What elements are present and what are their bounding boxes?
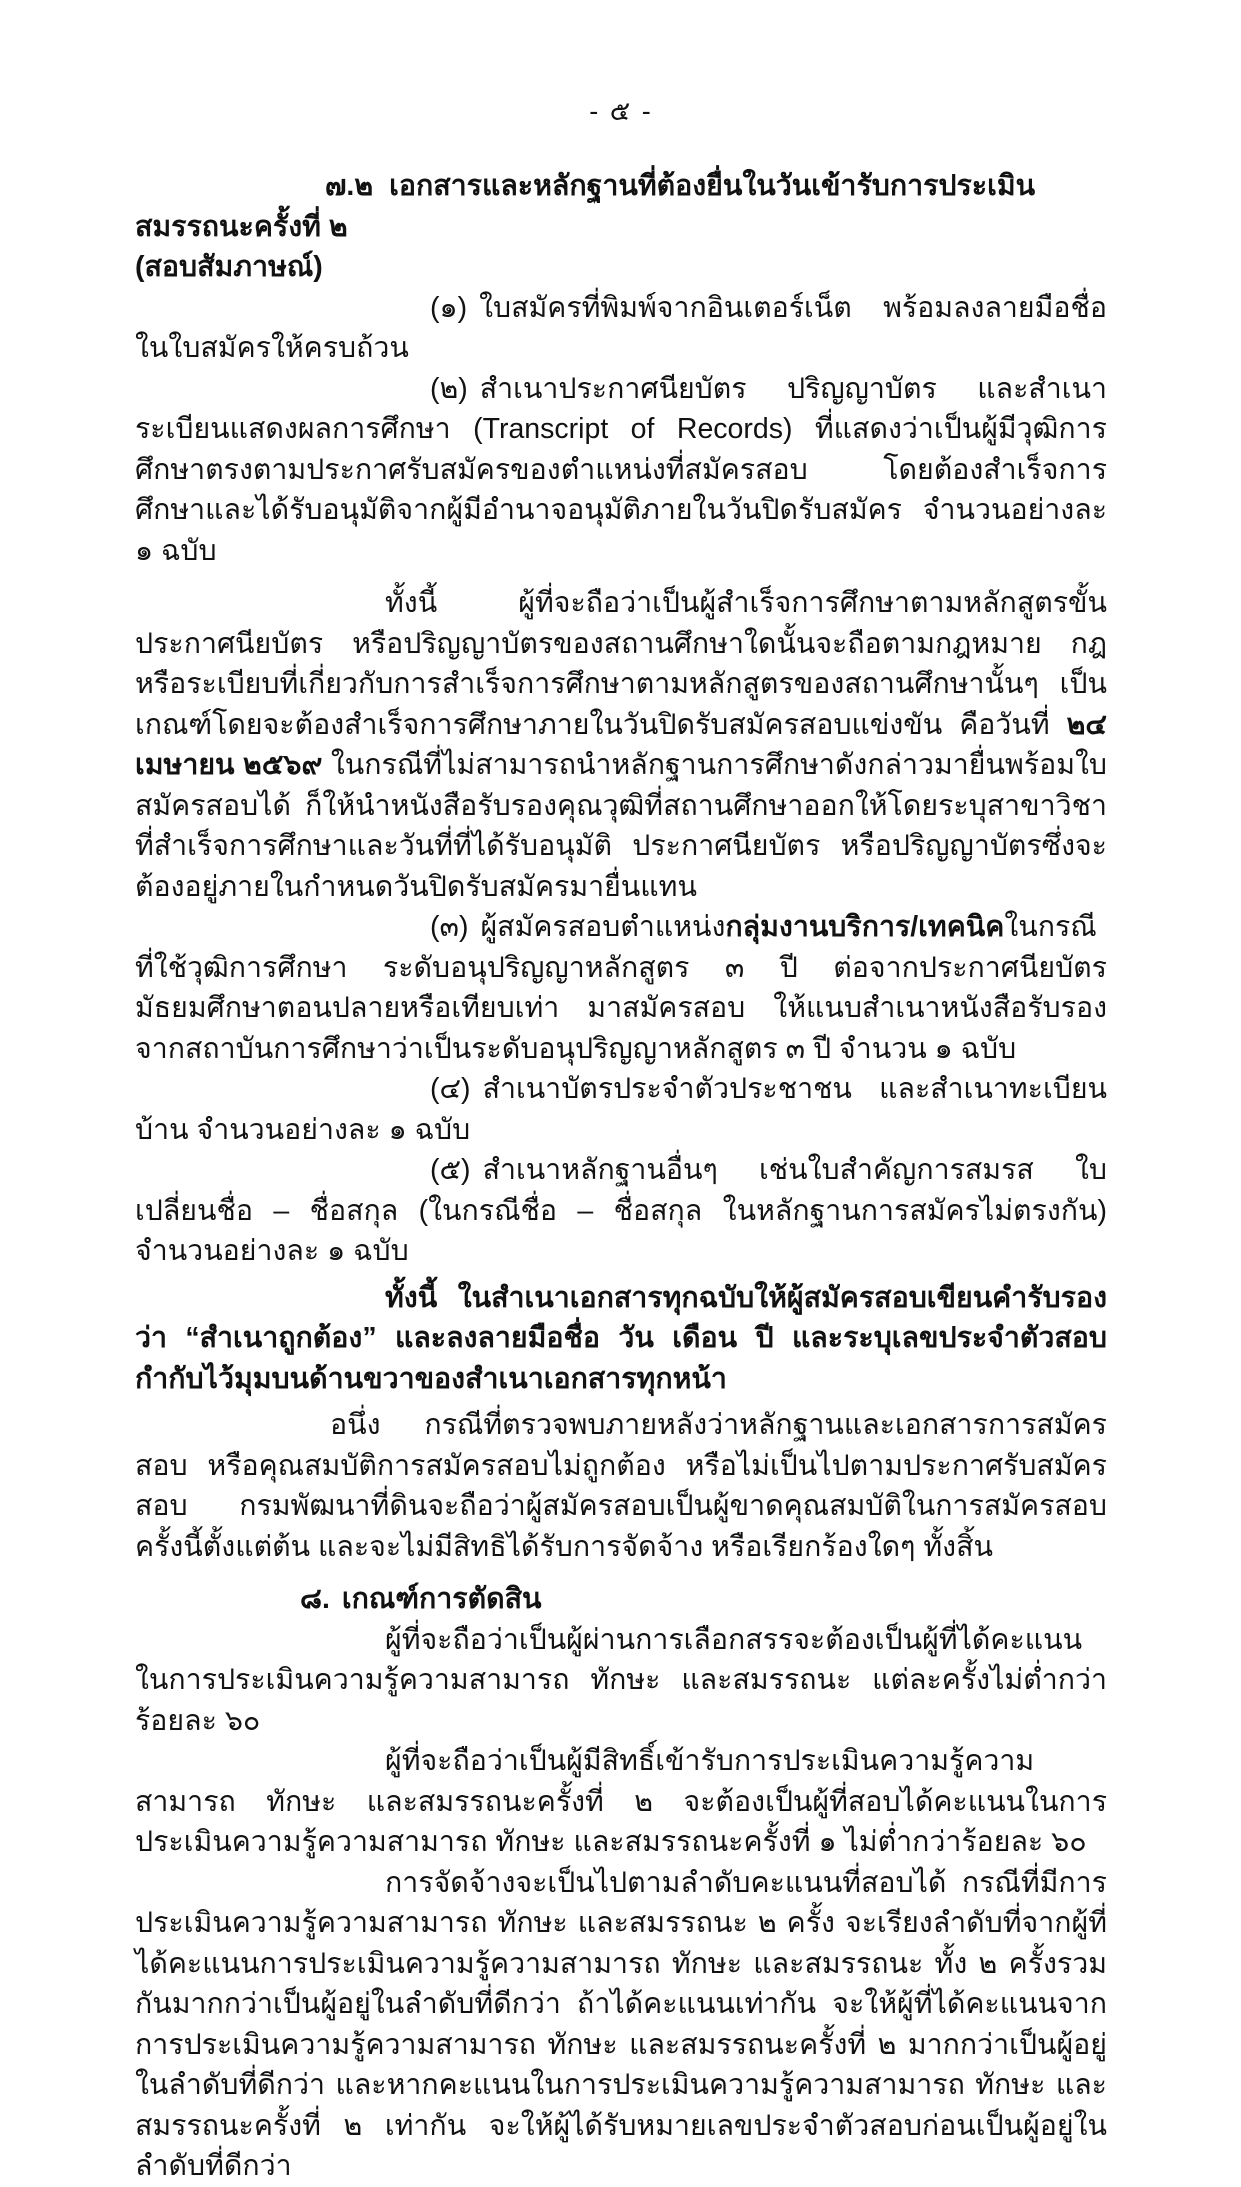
note-graduation-part2: ในกรณีที่ไม่สามารถนำหลักฐานการศึกษาดังกล่าวมายื่นพร้อมใบสมัครสอบได้ ก็ให้นำหนังสือรับรองคุณวุฒิที่สถานศึกษาออกให้โดยระบุสาขาวิชาที่สำเร็จการศึกษาและวันที่ที่ได้รับอนุมัติ ประกาศนียบัตร หรือปริญญาบัตรซึ่งจะต้องอยู่ภายในกำหนดวันปิดรับสมัครมายื่นแทน xyxy=(135,749,1107,903)
note-certified-copy: ทั้งนี้ ในสำเนาเอกสารทุกฉบับให้ผู้สมัครสอบเขียนคำรับรองว่า “สำเนาถูกต้อง” และลงลายมือชื่อ วัน เดือน ปี และระบุเลขประจำตัวสอบกำกับไว้มุมบนด้านขวาของสำเนาเอกสารทุกหน้า xyxy=(135,1281,1107,1395)
item-2-text: สำเนาประกาศนียบัตร ปริญญาบัตร และสำเนาระเบียนแสดงผลการศึกษา (Transcript of Records) ที่แสดงว่าเป็นผู้มีวุฒิการศึกษาตรงตามประกาศรับสมัครของตำแหน่งที่สมัครสอบ โดยต้องสำเร็จการศึกษาและได้รับอนุมัติจากผู้มีอำนาจอนุมัติภายในวันปิดรับสมัคร จำนวนอย่างละ ๑ ฉบับ xyxy=(135,372,1107,567)
closing-date: ๒๔ เมษายน ๒๕๖๙ xyxy=(135,708,1107,781)
item-3-lead: ผู้สมัครสอบตำแหน่ง xyxy=(480,911,726,943)
section-8-number: ๘. xyxy=(300,1583,330,1615)
list-item-3 xyxy=(135,907,1107,1069)
note-disqualification: อนึ่ง กรณีที่ตรวจพบภายหลังว่าหลักฐานและเอกสารการสมัครสอบ หรือคุณสมบัติการสมัครสอบไม่ถูกต้อง หรือไม่เป็นไปตามประกาศรับสมัครสอบ กรมพัฒนาที่ดินจะถือว่าผู้สมัครสอบเป็นผู้ขาดคุณสมบัติในการสมัครสอบครั้งนี้ตั้งแต่ต้น และจะไม่มีสิทธิได้รับการจัดจ้าง หรือเรียกร้องใดๆ ทั้งสิ้น xyxy=(135,1409,1107,1563)
item-5-number: (๕) xyxy=(430,1154,471,1186)
list-item-4 xyxy=(135,1069,1107,1150)
list-item-5 xyxy=(135,1150,1107,1272)
note-graduation-part1: ทั้งนี้ ผู้ที่จะถือว่าเป็นผู้สำเร็จการศึกษาตามหลักสูตรขั้นประกาศนียบัตร หรือปริญญาบัตรของสถานศึกษาใดนั้นจะถือตามกฎหมาย กฎหรือระเบียบที่เกี่ยวกับการสำเร็จการศึกษาตามหลักสูตรของสถานศึกษานั้นๆ เป็นเกณฑ์โดยจะต้องสำเร็จการศึกษาภายในวันปิดรับสมัครสอบแข่งขัน คือวันที่ xyxy=(135,587,1107,741)
item-1-number: (๑) xyxy=(430,291,468,324)
section-7-2-number: ๗.๒ xyxy=(325,170,374,202)
page-number: - ๕ - xyxy=(589,96,653,126)
section-8-title: เกณฑ์การตัดสิน xyxy=(341,1583,542,1615)
item-2-number: (๒) xyxy=(430,372,468,405)
section-7-2-heading xyxy=(135,166,1107,288)
item-4-number: (๔) xyxy=(430,1073,471,1105)
section-8-para-2: ผู้ที่จะถือว่าเป็นผู้มีสิทธิ์เข้ารับการประเมินความรู้ความสามารถ ทักษะ และสมรรถนะครั้งที่ ๒ จะต้องเป็นผู้ที่สอบได้คะแนนในการประเมินความรู้ความสามารถ ทักษะ และสมรรถนะครั้งที่ ๑ ไม่ต่ำกว่าร้อยละ ๖๐ xyxy=(135,1745,1107,1858)
item-1-text: ใบสมัครที่พิมพ์จากอินเตอร์เน็ต พร้อมลงลายมือชื่อในใบสมัครให้ครบถ้วน xyxy=(135,291,1107,364)
section-8-para-1: ผู้ที่จะถือว่าเป็นผู้ผ่านการเลือกสรรจะต้องเป็นผู้ที่ได้คะแนนในการประเมินความรู้ความสามารถ ทักษะ และสมรรถนะ แต่ละครั้งไม่ต่ำกว่าร้อยละ ๖๐ xyxy=(135,1623,1107,1737)
list-item-2 xyxy=(135,369,1107,572)
list-item-1 xyxy=(135,288,1107,369)
section-7-2-title: เอกสารและหลักฐานที่ต้องยื่นในวันเข้ารับการประเมินสมรรถนะครั้งที่ ๒ xyxy=(135,170,1036,243)
item-4-text: สำเนาบัตรประจำตัวประชาชน และสำเนาทะเบียนบ้าน จำนวนอย่างละ ๑ ฉบับ xyxy=(135,1073,1107,1146)
note-graduation xyxy=(135,583,1107,907)
item-5-text: สำเนาหลักฐานอื่นๆ เช่นใบสำคัญการสมรส ใบเปลี่ยนชื่อ – ชื่อสกุล (ในกรณีชื่อ – ชื่อสกุล ในหลักฐานการสมัครไม่ตรงกัน) จำนวนอย่างละ ๑ ฉบับ xyxy=(135,1154,1107,1267)
section-8-para-3: การจัดจ้างจะเป็นไปตามลำดับคะแนนที่สอบได้ กรณีที่มีการประเมินความรู้ความสามารถ ทักษะ และสมรรถนะ ๒ ครั้ง จะเรียงลำดับที่จากผู้ที่ได้คะแนนการประเมินความรู้ความสามารถ ทักษะ และสมรรถนะ ทั้ง ๒ ครั้งรวมกันมากกว่าเป็นผู้อยู่ในลำดับที่ดีกว่า ถ้าได้คะแนนเท่ากัน จะให้ผู้ที่ได้คะแนนจากการประเมินความรู้ความสามารถ ทักษะ และสมรรถนะครั้งที่ ๒ มากกว่าเป็นผู้อยู่ในลำดับที่ดีกว่า และหากคะแนนในการประเมินความรู้ความสามารถ ทักษะ และสมรรถนะครั้งที่ ๒ เท่ากัน จะให้ผู้ได้รับหมายเลขประจำตัวสอบก่อนเป็นผู้อยู่ในลำดับที่ดีกว่า xyxy=(135,1866,1107,2182)
section-8-heading xyxy=(135,1579,1107,1620)
item-3-number: (๓) xyxy=(430,911,469,943)
document-content xyxy=(135,94,1107,2187)
item-3-bold-group: กลุ่มงานบริการ/เทคนิค xyxy=(725,911,1005,943)
item-3-rest: ในกรณีที่ใช้วุฒิการศึกษา ระดับอนุปริญญาหลักสูตร ๓ ปี ต่อจากประกาศนียบัตรมัธยมศึกษาตอนปลายหรือเทียบเท่า มาสมัครสอบ ให้แนบสำเนาหนังสือรับรองจากสถาบันการศึกษาว่าเป็นระดับอนุปริญญาหลักสูตร ๓ ปี จำนวน ๑ ฉบับ xyxy=(135,911,1107,1065)
section-7-2-subtitle: (สอบสัมภาษณ์) xyxy=(135,251,323,283)
